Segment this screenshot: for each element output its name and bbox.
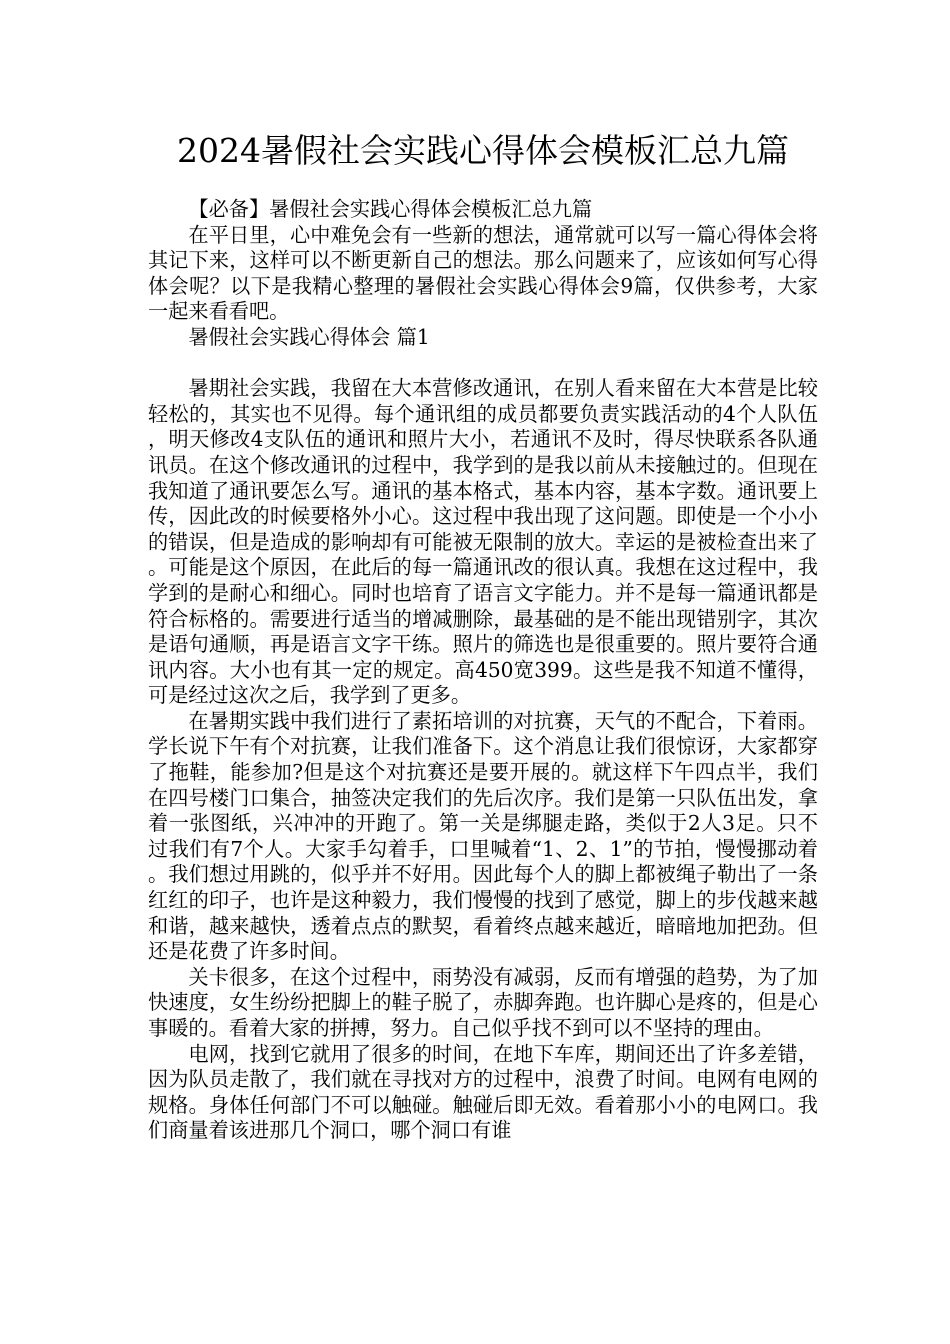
body-paragraph: 暑期社会实践，我留在大本营修改通讯，在别人看来留在大本营是比较轻松的，其实也不见得。每个通讯组的成员都要负责实践活动的4个人队伍，明天修改4支队伍的通讯和照片大小，若通讯不及时，得尽快联系各队通讯员。在这个修改通讯的过程中，我学到的是我以前从未接触过的。但现在我知道了通讯要怎么写。通讯的基本格式，基本内容，基本字数。通讯要上传，因此改的时候要格外小心。这过程中我出现了这问题。即使是一个小小的错误，但是造成的影响却有可能被无限制的放大。幸运的是被检查出来了。可能是这个原因，在此后的每一篇通讯改的很认真。我想在这过程中，我学到的是耐心和细心。同时也培育了语言文字能力。并不是每一篇通讯都是符合标格的。需要进行适当的增减删除，最基础的是不能出现错别字，其次是语句通顺，再是语言文字干练。照片的筛选也是很重要的。照片要符合通讯内容。大小也有其一定的规定。高450宽399。这些是我不知道不懂得，可是经过这次之后，我学到了更多。 bbox=[148, 376, 818, 708]
subtitle-paragraph: 【必备】暑假社会实践心得体会模板汇总九篇 bbox=[188, 197, 593, 221]
document-page bbox=[148, 0, 818, 1144]
blank-line bbox=[148, 351, 818, 377]
body-paragraph: 关卡很多，在这个过程中，雨势没有减弱，反而有增强的趋势，为了加快速度，女生纷纷把脚上的鞋子脱了，赤脚奔跑。也许脚心是疼的，但是心事暖的。看着大家的拼搏，努力。自己似乎找不到可以不坚持的理由。 bbox=[148, 964, 818, 1040]
body-paragraph: 在暑期实践中我们进行了素拓培训的对抗赛，天气的不配合，下着雨。学长说下午有个对抗赛，让我们准备下。这个消息让我们很惊讶，大家都穿了拖鞋，能参加?但是这个对抗赛还是要开展的。就这样下午四点半，我们在四号楼门口集合，抽签决定我们的先后次序。我们是第一只队伍出发，拿着一张图纸，兴冲冲的开跑了。第一关是绑腿走路，类似于2人3足。只不过我们有7个人。大家手勾着手，口里喊着“1、2、1”的节拍，慢慢挪动着。我们想过用跳的，似乎并不好用。因此每个人的脚上都被绳子勒出了一条红红的印子，也许是这种毅力，我们慢慢的找到了感觉，脚上的步伐越来越和谐，越来越快，透着点点的默契，看着终点越来越近，暗暗地加把劲。但还是花费了许多时间。 bbox=[148, 708, 818, 964]
intro-paragraph: 在平日里，心中难免会有一些新的想法，通常就可以写一篇心得体会将其记下来，这样可以不断更新自己的想法。那么问题来了，应该如何写心得体会呢？以下是我精心整理的暑假社会实践心得体会9篇，仅供参考，大家一起来看看吧。 bbox=[148, 222, 818, 324]
section-heading: 暑假社会实践心得体会 篇1 bbox=[188, 324, 430, 349]
body-paragraph: 电网，找到它就用了很多的时间，在地下车库，期间还出了许多差错，因为队员走散了，我们就在寻找对方的过程中，浪费了时间。电网有电网的规格。身体任何部门不可以触碰。触碰后即无效。看着那小小的电网口。我们商量着该进那几个洞口，哪个洞口有谁 bbox=[148, 1041, 818, 1143]
document-title: 2024暑假社会实践心得体会模板汇总九篇 bbox=[177, 131, 789, 170]
document-body bbox=[148, 197, 818, 1144]
